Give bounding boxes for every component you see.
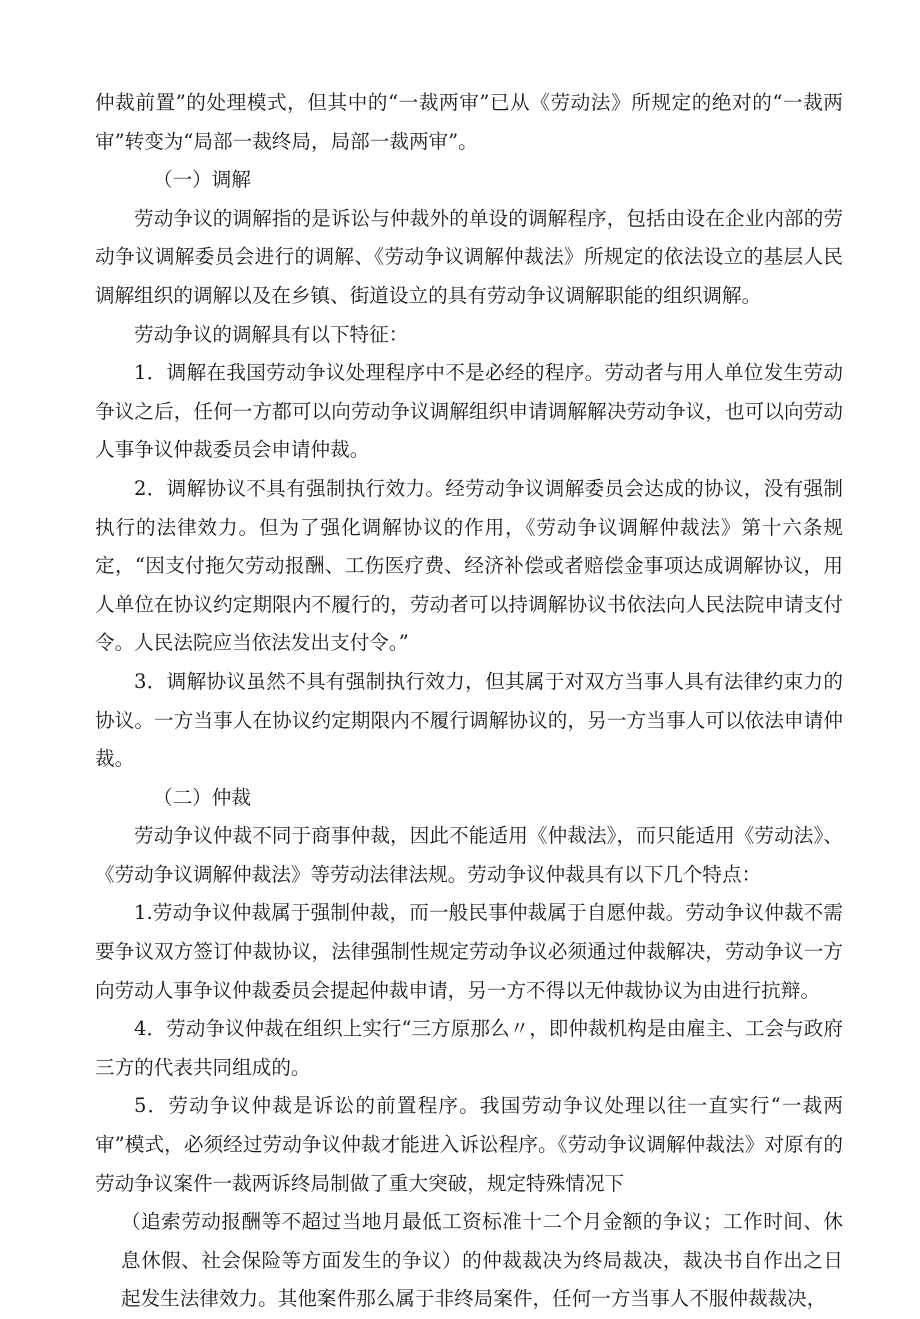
paragraph-arbitration-feature-5-continued: （追索劳动报酬等不超过当地月最低工资标准十二个月金额的争议；工作时间、休息休假、社会保险等方面发生的争议）的仲裁裁决为终局裁决，裁决书自作出之日起发生法律效力。其他案件那么属于非终局案件，任何一方当事人不服仲裁裁决， [121, 1210, 843, 1311]
paragraph-arbitration-feature-5: 5．劳动争议仲裁是诉讼的前置程序。我国劳动争议处理以往一直实行“一裁两审”模式，必须经过劳动争议仲裁才能进入诉讼程序。《劳动争议调解仲裁法》对原有的劳动争议案件一裁两诉终局制做了重大突破，规定特殊情况下 [95, 1094, 843, 1195]
section-heading-arbitration: （二）仲裁 [153, 785, 251, 809]
paragraph-arbitration-intro: 劳动争议仲裁不同于商事仲裁，因此不能适用《仲裁法》，而只能适用《劳动法》、《劳动争议调解仲裁法》等劳动法律法规。劳动争议仲裁具有以下几个特点： [95, 824, 843, 886]
paragraph-mediation-feature-1: 1．调解在我国劳动争议处理程序中不是必经的程序。劳动者与用人单位发生劳动争议之后，任何一方都可以向劳动争议调解组织申请调解解决劳动争议，也可以向劳动人事争议仲裁委员会申请仲裁。 [95, 361, 843, 462]
paragraph-mediation-definition: 劳动争议的调解指的是诉讼与仲裁外的单设的调解程序，包括由设在企业内部的劳动争议调解委员会进行的调解、《劳动争议调解仲裁法》所规定的依法设立的基层人民调解组织的调解以及在乡镇、街道设立的具有劳动争议调解职能的组织调解。 [95, 206, 843, 307]
paragraph-mediation-feature-2: 2．调解协议不具有强制执行效力。经劳动争议调解委员会达成的协议，没有强制执行的法律效力。但为了强化调解协议的作用，《劳动争议调解仲裁法》第十六条规定，“因支付拖欠劳动报酬、工伤医疗费、经济补偿或者赔偿金事项达成调解协议，用人单位在协议约定期限内不履行的，劳动者可以持调解协议书依法向人民法院申请支付令。人民法院应当依法发出支付令。” [95, 476, 843, 655]
section-heading-mediation: （一）调解 [153, 168, 251, 192]
paragraph-arbitration-feature-4: 4．劳动争议仲裁在组织上实行“三方原那么〃，即仲裁机构是由雇主、工会与政府三方的代表共同组成的。 [95, 1017, 843, 1079]
paragraph-continuation: 仲裁前置”的处理模式，但其中的“一裁两审”已从《劳动法》所规定的绝对的“一裁两审”转变为“局部一裁终局，局部一裁两审”。 [95, 91, 843, 153]
document-body [95, 84, 843, 1319]
paragraph-mediation-features-intro: 劳动争议的调解具有以下特征： [134, 322, 409, 346]
paragraph-arbitration-feature-1: 1.劳动争议仲裁属于强制仲裁，而一般民事仲裁属于自愿仲裁。劳动争议仲裁不需要争议双方签订仲裁协议，法律强制性规定劳动争议必须通过仲裁解决，劳动争议一方向劳动人事争议仲裁委员会提起仲裁申请，另一方不得以无仲裁协议为由进行抗辩。 [95, 901, 843, 1002]
paragraph-mediation-feature-3: 3．调解协议虽然不具有强制执行效力，但其属于对双方当事人具有法律约束力的协议。一方当事人在协议约定期限内不履行调解协议的，另一方当事人可以依法申请仲裁。 [95, 669, 843, 771]
